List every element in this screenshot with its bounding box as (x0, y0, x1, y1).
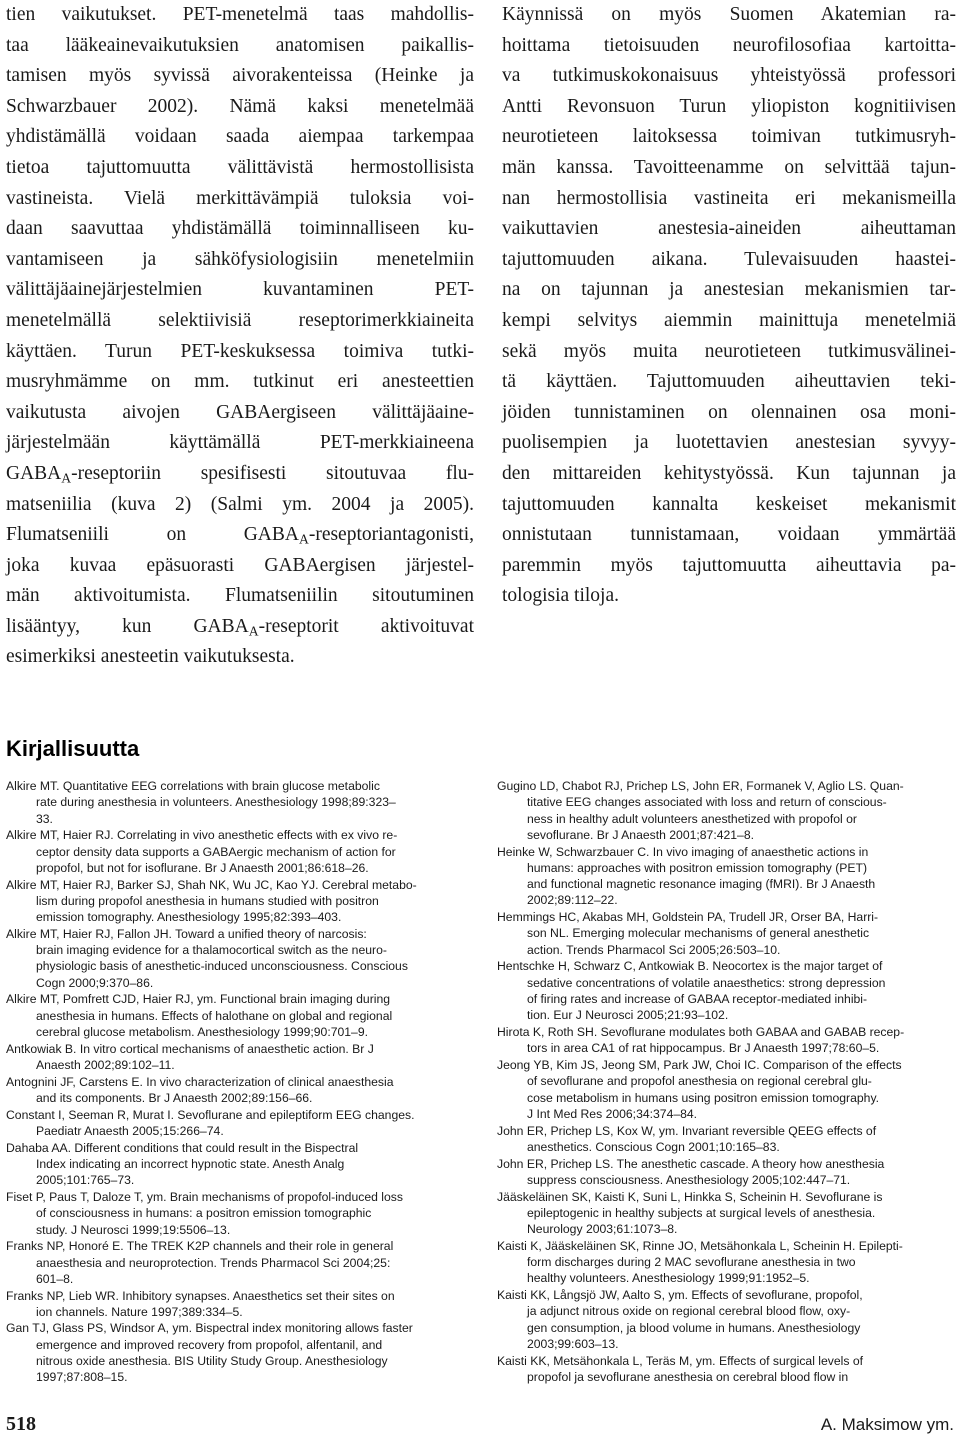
reference-entry: Gugino LD, Chabot RJ, Prichep LS, John ER, Formanek V, Aglio LS. Quan- titative EEG changes associated with loss and return of conscious- ness in healthy adult volunteers anesthetized with propofol or sevoflurane. Br J Anaesth 2001;87:421–8. (497, 779, 904, 842)
body-line: Flumatseniili on $GABA_A$-reseptoriantagonisti, (6, 524, 474, 547)
reference-entry: Alkire MT, Haier RJ, Barker SJ, Shah NK, Wu JC, Kao YJ. Cerebral metabo- lism during propofol anesthesia in humans studied with positron emission tomography. Anesthesiology 1995;82:393–403. (6, 877, 417, 925)
reference-entry: Kaisti KK, Långsjö JW, Aalto S, ym. Effects of sevoflurane, propofol, ja adjunct nitrous oxide on regional cerebral blood flow, oxy- gen consumption, ja blood volume in humans. Anesthesiology 2003;99:603–13. (497, 1288, 863, 1351)
body-line: lisääntyy, kun $GABA_A$-reseptorit aktivoituvat (6, 615, 474, 639)
body-line: menetelmällä selektiivisiä reseptorimerkkiaineita (6, 309, 474, 331)
reference-entry: John ER, Prichep LS. The anesthetic cascade. A theory how anesthesia suppress consciousness. Anesthesiology 2005;102:447–71. (497, 1156, 885, 1187)
body-line: matseniilia (kuva 2) (Salmi ym. 2004 ja 2005). (6, 493, 474, 515)
body-text-left-column (6, 0, 474, 673)
body-line: kempi selvitys aiemmin mainittuja menetelmiä (502, 309, 956, 331)
body-line: tietoa tajuttomuutta välittävistä hermostollisista (6, 156, 474, 178)
body-line: Schwarzbauer 2002). Nämä kaksi menetelmää (6, 95, 474, 117)
body-line: va tutkimuskokonaisuus yhteistyössä professori (502, 65, 956, 87)
body-line: den mittareiden kehitystyössä. Kun tajunnan ja (502, 462, 956, 484)
body-line: tologisia tiloja. (502, 585, 619, 607)
reference-entry: Alkire MT, Haier RJ. Correlating in vivo anesthetic effects with ex vivo re- ceptor density data supports a GABAergic mechanism of action for propofol, but not for isoflurane. Br J Anaesth 2001;86:618–26. (6, 828, 398, 875)
reference-entry: Dahaba AA. Different conditions that could result in the Bispectral Index indicating an incorrect hypnotic state. Anesth Analg 2005;101:765–73. (6, 1140, 359, 1188)
body-line: tien vaikutukset. PET-menetelmä taas mahdollis- (6, 4, 474, 25)
body-line: daan saavuttaa yhdistämällä toiminnalliseen ku- (6, 218, 474, 240)
body-line: neurotieteen laitoksessa toimivan tutkimusryh- (502, 126, 956, 148)
body-line: käyttäen. Turun PET-keskuksessa toimiva tutki- (6, 340, 474, 362)
body-line: vaikuttavien anestesia-aineiden aiheuttaman (502, 218, 956, 240)
body-line: män aktivoitumista. Flumatseniilin sitoutuminen (6, 585, 474, 607)
reference-entry: Heinke W, Schwarzbauer C. In vivo imaging of anaesthetic actions in humans: approaches with positron emission tomography (PET) and functional magnetic resonance imaging (fMRI). Br J Anaesth 2002;89:112–22. (497, 844, 876, 908)
reference-entry: Alkire MT, Haier RJ, Fallon JH. Toward a unified theory of narcosis: brain imaging evidence for a thalamocortical switch as the neuro- physiologic basis of anesthetic-induced unconsciousness. Conscious Cogn 2000;9:370–86. (6, 926, 408, 990)
reference-entry: Fiset P, Paus T, Daloze T, ym. Brain mechanisms of propofol-induced loss of consciousness in humans: a positron emission tomographic study. J Neurosci 1999;19:5506–13. (6, 1189, 403, 1237)
reference-entry: Antkowiak B. In vitro cortical mechanisms of anaesthetic action. Br J Anaesth 2002;89:102–11. (6, 1041, 374, 1072)
reference-entry: Franks NP, Honoré E. The TREK K2P channels and their role in general anaesthesia and neuroprotection. Trends Pharmacol Sci 2004;25: 601–8. (6, 1239, 394, 1286)
body-line: vantamiseen ja sähköfysiologisiin menetelmiin (6, 248, 474, 270)
reference-entry: Gan TJ, Glass PS, Windsor A, ym. Bispectral index monitoring allows faster emergence and improved recovery from propofol, alfentanil, and nitrous oxide anesthesia. BIS Utility Study Group. Anesthesiology 1997;87:808–15. (6, 1321, 413, 1385)
body-line: tajuttomuuden kannalta keskeiset mekanismit (502, 493, 956, 515)
body-line: hoittama tietoisuuden neurofilosofiaa kartoitta- (502, 34, 956, 56)
body-line: esimerkiksi anesteetin vaikutuksesta. (6, 646, 295, 668)
reference-entry: John ER, Prichep LS, Kox W, ym. Invariant reversible QEEG effects of anesthetics. Conscious Cogn 2001;10:165–83. (497, 1123, 877, 1154)
body-line: tä käyttäen. Tajuttomuuden aiheuttavien teki- (502, 371, 956, 393)
reference-entry: Kaisti K, Jääskeläinen SK, Rinne JO, Metsähonkala L, Scheinin H. Epilepti- form discharges during 2 MAC sevoflurane anesthesia in two healthy volunteers. Anesthesiology 1999;91:1952–5. (497, 1238, 903, 1286)
body-line: musryhmämme on mm. tutkinut eri anesteettien (6, 371, 474, 393)
body-line: tamisen myös syvissä aivorakenteissa (Heinke ja (6, 65, 474, 87)
reference-entry: Hemmings HC, Akabas MH, Goldstein PA, Trudell JR, Orser BA, Harri- son NL. Emerging molecular mechanisms of general anesthetic action. Trends Pharmacol Sci 2005;26:503–10. (497, 910, 879, 957)
body-line: yhdistämällä voidaan saada aiempaa tarkempaa (6, 126, 474, 148)
body-line: na on tajunnan ja anestesian mekanismien tar- (502, 279, 956, 301)
body-line: män kanssa. Tavoitteenamme on selvittää tajun- (502, 156, 956, 178)
body-line: puolisempien ja luotettavien anestesian syvyy- (502, 432, 956, 454)
body-line: onnistutaan tunnistamaan, voidaan ymmärtää (502, 524, 956, 546)
references-heading: Kirjallisuutta (6, 736, 140, 761)
body-line: jöiden tunnistaminen on olennainen osa moni- (502, 401, 956, 423)
reference-entry: Jeong YB, Kim JS, Jeong SM, Park JW, Choi IC. Comparison of the effects of sevoflurane and propofol anesthesia on regional cerebral glu- cose metabolism in humans using positron emission tomography. J Int Med Res 2006;34:374–84. (497, 1058, 902, 1121)
body-line: Antti Revonsuon Turun yliopiston kognitiivisen (502, 95, 956, 117)
reference-entry: Kaisti KK, Metsähonkala L, Teräs M, ym. Effects of surgical levels of propofol ja sevoflurane anesthesia on cerebral blood flow in (497, 1353, 864, 1384)
body-line: järjestelmään käyttämällä PET-merkkiaineena (6, 432, 474, 454)
body-line: tajuttomuuden aikana. Tulevaisuuden haastei- (502, 248, 956, 270)
reference-entry: Franks NP, Lieb WR. Inhibitory synapses. Anaesthetics set their sites on ion channels. Nature 1997;389:334–5. (6, 1288, 395, 1319)
body-line: paremmin myös tajuttomuutta aiheuttavia pa- (502, 554, 956, 576)
body-line: vastineista. Vielä merkittävämpiä tuloksia voi- (6, 187, 474, 209)
reference-entry: Antognini JF, Carstens E. In vivo characterization of clinical anaesthesia and its components. Br J Anaesth 2002;89:156–66. (6, 1074, 394, 1105)
reference-entry: Hentschke H, Schwarz C, Antkowiak B. Neocortex is the major target of sedative concentrations of volatile anaesthetics: strong depression of firing rates and increase of GABAA receptor-mediated inhibi- tion. Eur J Neurosci 2005;21:93–102. (497, 959, 886, 1023)
body-line: välittäjäainejärjestelmien kuvantaminen PET- (6, 279, 474, 301)
body-line: vaikutusta aivojen GABAergiseen välittäjäaine- (6, 401, 474, 423)
reference-entry: Hirota K, Roth SH. Sevoflurane modulates both GABAA and GABAB recep- tors in area CA1 of rat hippocampus. Br J Anaesth 1997;78:60–5. (497, 1025, 905, 1056)
body-line: nan hermostollisia vastineita eri mekanismeilla (502, 187, 956, 209)
reference-entry: Constant I, Seeman R, Murat I. Sevoflurane and epileptiform EEG changes. Paediatr Anaesth 2005;15:266–74. (6, 1107, 415, 1138)
running-footer-author: A. Maksimow ym. (820, 1415, 954, 1434)
references-left-column (6, 778, 470, 1386)
body-line: joka kuvaa epäsuorasti GABAergisen järjestel- (6, 554, 474, 576)
reference-entry: Alkire MT, Pomfrett CJD, Haier RJ, ym. Functional brain imaging during anesthesia in humans. Effects of halothane on global and regional cerebral glucose metabolism. Anesthesiology 1999;90:701–9. (6, 992, 393, 1040)
reference-entry: Alkire MT. Quantitative EEG correlations with brain glucose metabolic rate during anesthesia in volunteers. Anesthesiology 1998;89:323– 33. (6, 779, 396, 826)
page-number: 518 (6, 1413, 36, 1435)
reference-entry: Jääskeläinen SK, Kaisti K, Suni L, Hinkka S, Scheinin H. Sevoflurane is epileptogenic in healthy subjects at surgical levels of anesthesia. Neurology 2003;61:1073–8. (497, 1189, 883, 1237)
body-text-right-column (502, 0, 956, 612)
body-line: taa lääkeainevaikutuksien anatomisen paikallis- (6, 34, 474, 56)
body-line: Käynnissä on myös Suomen Akatemian ra- (502, 4, 956, 25)
references-right-column (497, 778, 958, 1386)
body-line: $GABA_A$-reseptoriin spesifisesti sitoutuvaa flu- (6, 462, 474, 486)
body-line: sekä myös muita neurotieteen tutkimusvälinei- (502, 340, 956, 362)
